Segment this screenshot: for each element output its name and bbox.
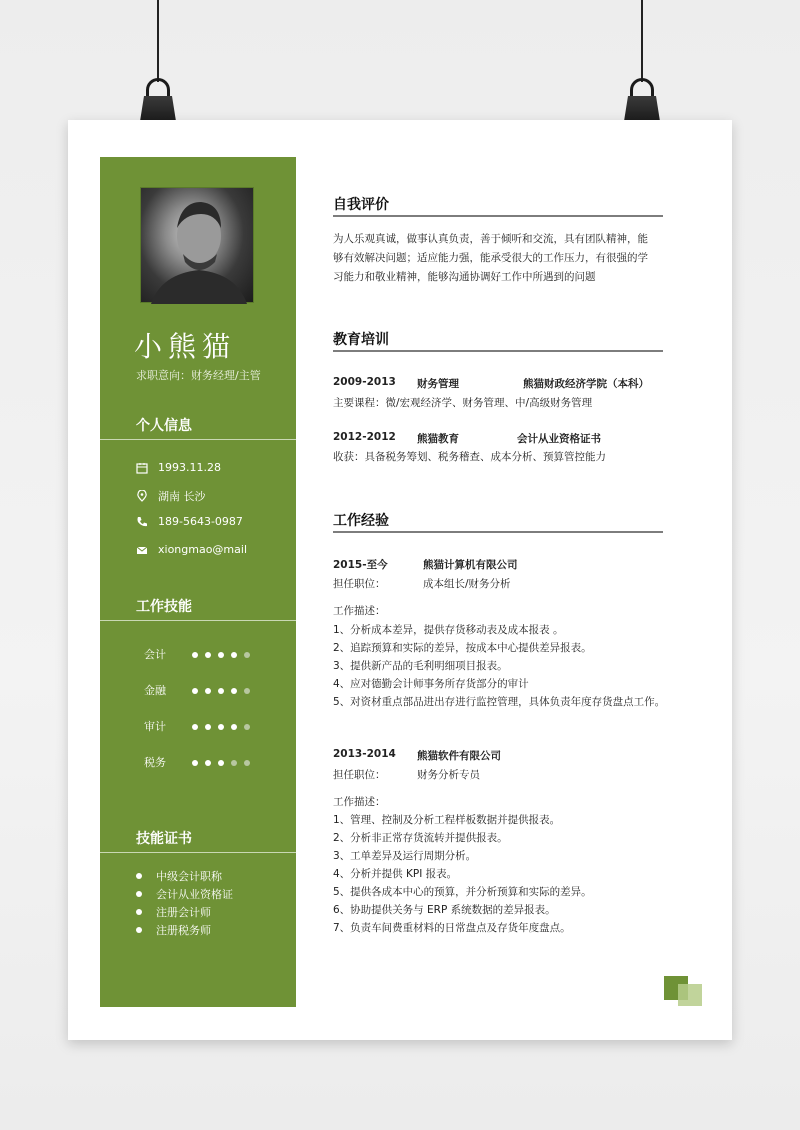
skills-title: 工作技能 [136,599,192,615]
rating-dot [218,688,224,694]
candidate-name: 小熊猫 [134,330,237,363]
cert-item: 会计从业资格证 [136,886,233,902]
skill-row [144,718,257,734]
divider [100,852,296,853]
rating-dot [231,688,237,694]
cert-item: 中级会计职称 [136,868,222,884]
rating-dot [218,724,224,730]
location-value: 湖南 长沙 [158,490,206,503]
cert-item: 注册税务师 [136,922,211,938]
work-title: 工作经验 [333,513,389,529]
work-desc-label: 工作描述： [333,796,386,808]
cert-item: 注册会计师 [136,904,211,920]
work-duty: 1、分析成本差异，提供存货移动表及成本报表 。 [333,624,564,636]
phone-value: 189-5643-0987 [158,515,243,528]
skill-label: 税务 [144,756,166,769]
edu-school: 熊猫财政经济学院（本科） [523,378,649,390]
rating-dot [205,688,211,694]
rating-dot [205,652,211,658]
skill-label: 会计 [144,648,166,661]
job-intent: 求职意向：财务经理/主管 [136,369,261,382]
work-duty: 6、协助提供关务与 ERP 系统数据的差异报表。 [333,904,556,916]
sidebar [100,157,296,1007]
education-title: 教育培训 [333,332,389,348]
rating-dot [192,652,198,658]
work-duty: 4、分析并提供 KPI 报表。 [333,868,458,880]
rating-dot [218,652,224,658]
email-value: xiongmao@mail [158,543,248,556]
section-rule [333,215,663,217]
info-birthday [136,461,221,474]
birthday-value: 1993.11.28 [158,461,221,474]
rating-dot [205,724,211,730]
info-phone [136,515,243,528]
skill-row [144,754,257,770]
work-role-label: 担任职位： [333,769,386,781]
divider [100,620,296,621]
work-role: 财务分析专员 [417,769,480,781]
phone-icon [136,516,148,528]
rating-dot [218,760,224,766]
hanging-string-right [641,0,643,82]
rating-dot [231,760,237,766]
section-rule [333,350,663,352]
skill-row [144,682,257,698]
skill-rating [192,720,257,733]
edu-period: 2012-2012 [333,431,396,443]
portrait-photo [140,187,254,303]
edu-major: 财务管理 [417,378,459,390]
skill-rating [192,648,257,661]
edu-school: 会计从业资格证书 [517,433,601,445]
work-duty: 5、对资材重点部品进出存进行监控管理，具体负责年度存货盘点工作。 [333,696,666,708]
self-eval-text: 为人乐观真诚，做事认真负责，善于倾听和交流，具有团队精神，能 够有效解决问题；适应能力强，能承受很大的工作压力，有很强的学 习能力和敬业精神，能够沟通协调好工作中所遇到的问题 [333,233,648,283]
skill-label: 审计 [144,720,166,733]
divider [100,439,296,440]
skill-label: 金融 [144,684,166,697]
skill-row [144,646,257,662]
work-duty: 3、提供新产品的毛利明细项目报表。 [333,660,508,672]
bullet-icon [136,927,142,933]
rating-dot [192,688,198,694]
work-period: 2013-2014 [333,748,396,760]
rating-dot [231,652,237,658]
certs-title: 技能证书 [136,831,192,847]
work-role-label: 担任职位： [333,578,386,590]
work-duty: 1、管理、控制及分析工程样板数据并提供报表。 [333,814,561,826]
edu-detail: 主要课程：微/宏观经济学、财务管理、中/高级财务管理 [333,397,593,409]
work-desc-label: 工作描述： [333,605,386,617]
self-eval-title: 自我评价 [333,197,389,213]
rating-dot [231,724,237,730]
bullet-icon [136,909,142,915]
work-period: 2015-至今 [333,559,388,571]
skill-rating [192,684,257,697]
bullet-icon [136,891,142,897]
info-location [136,488,206,504]
edu-period: 2009-2013 [333,376,396,388]
calendar-icon [136,462,148,474]
work-duty: 5、提供各成本中心的预算，并分析预算和实际的差异。 [333,886,592,898]
edu-major: 熊猫教育 [417,433,459,445]
decor-square-light [678,984,702,1006]
skill-rating [192,756,257,769]
edu-detail: 收获：具备税务筹划、税务稽查、成本分析、预算管控能力 [333,451,606,463]
rating-dot [192,760,198,766]
work-duty: 2、分析非正常存货流转并提供报表。 [333,832,508,844]
section-rule [333,531,663,533]
work-duty: 4、应对德勤会计师事务所存货部分的审计 [333,678,529,690]
personal-info-title: 个人信息 [136,418,192,434]
location-pin-icon [136,490,148,502]
bullet-icon [136,873,142,879]
rating-dot [244,688,250,694]
rating-dot [244,724,250,730]
rating-dot [244,652,250,658]
work-duty: 3、工单差异及运行周期分析。 [333,850,477,862]
rating-dot [205,760,211,766]
info-email [136,543,247,556]
rating-dot [244,760,250,766]
rating-dot [192,724,198,730]
work-duty: 2、追踪预算和实际的差异，按成本中心提供差异报表。 [333,642,592,654]
mail-icon [136,544,148,556]
work-company: 熊猫软件有限公司 [417,750,501,762]
hanging-string-left [157,0,159,82]
work-company: 熊猫计算机有限公司 [423,559,518,571]
work-role: 成本组长/财务分析 [423,578,511,590]
work-duty: 7、负责车间费重材料的日常盘点及存货年度盘点。 [333,922,571,934]
